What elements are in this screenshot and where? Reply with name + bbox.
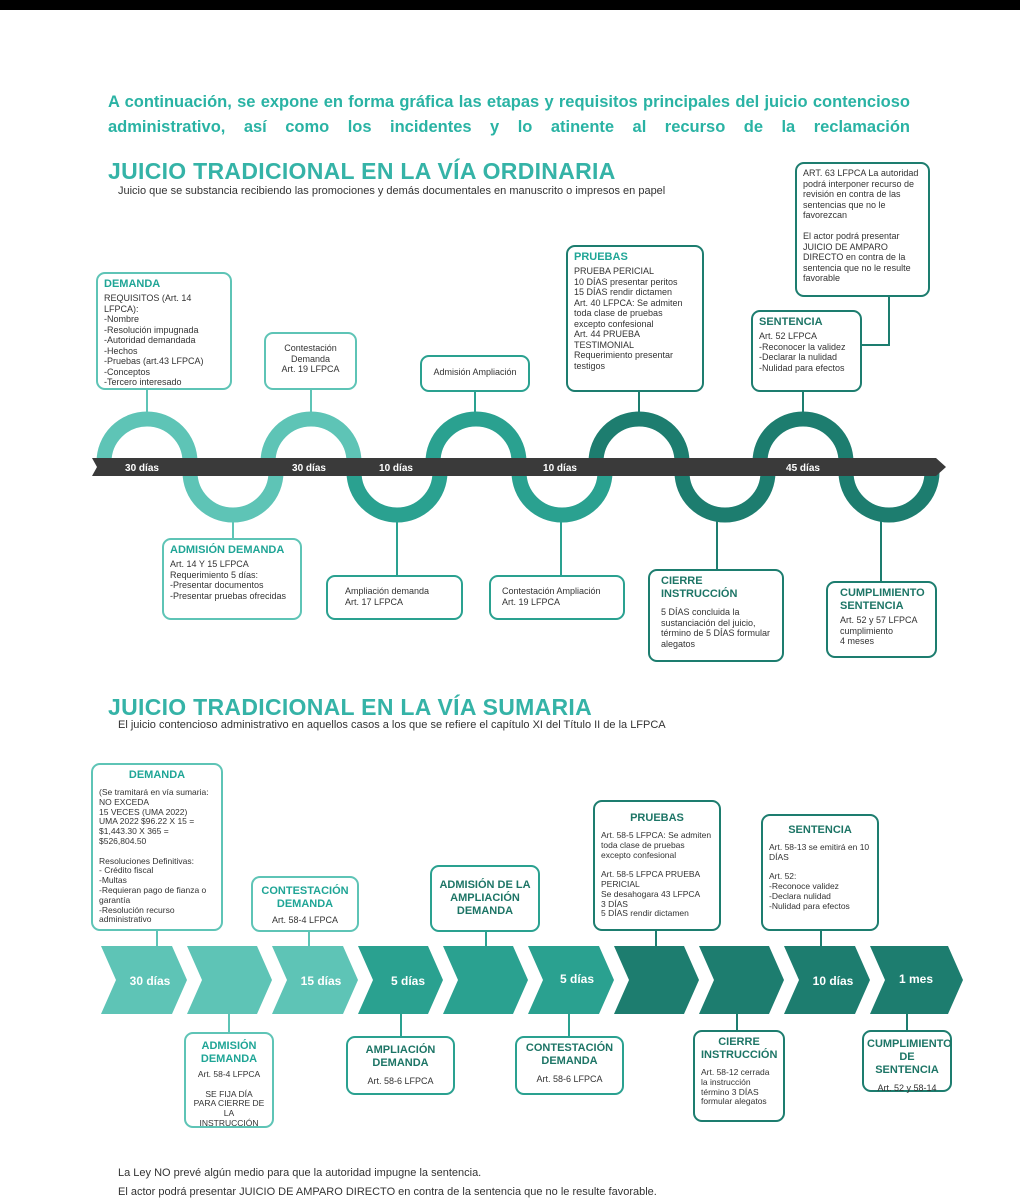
box-sumaria-pruebas <box>593 800 721 931</box>
chevron-label: 5 días <box>559 972 595 986</box>
chevron-label: 5 días <box>390 974 426 988</box>
section-title-ordinaria: JUICIO TRADICIONAL EN LA VÍA ORDINARIA <box>108 158 616 184</box>
box-title: CONTESTACIÓN DEMANDA <box>525 1042 614 1067</box>
arc-sentencia <box>760 419 846 462</box>
connector-line <box>638 392 640 417</box>
section-title-sumaria: JUICIO TRADICIONAL EN LA VÍA SUMARIA <box>108 694 593 720</box>
chevron-step <box>699 946 784 1014</box>
box-sumaria-contestacion <box>251 876 359 932</box>
box-body: Ampliación demanda Art. 17 LFPCA <box>345 586 430 607</box>
box-title: ADMISIÓN DEMANDA <box>170 544 285 556</box>
box-body: Art. 52 y 57 LFPCA cumplimiento 4 meses <box>840 615 918 646</box>
box-art63 <box>795 162 930 297</box>
section-subtitle-sumaria: El juicio contencioso administrativo en aquellos casos a los que se refiere el capítulo XI del Título II de la LFPCA <box>118 719 666 731</box>
timeline-label: 45 días <box>786 463 820 474</box>
box-body: ART. 63 LFPCA La autoridad podrá interponer recurso de revisión en contra de las sentencias que no le favorezcan El actor podrá presentar JUICIO DE AMPARO DIRECTO en contra de la sentencia que no le resulte favorable <box>803 168 919 283</box>
connector-line <box>146 390 148 417</box>
section-subtitle-ordinaria: Juicio que se substancia recibiendo las promociones y demás documentales en manuscrito o impresos en papel <box>118 185 666 197</box>
sumaria-chevrons <box>0 940 1020 1020</box>
connector-line <box>820 930 822 946</box>
chevron-step <box>187 946 272 1014</box>
connector-line <box>655 930 657 946</box>
connector-line <box>474 392 476 417</box>
arc-demanda <box>104 419 190 462</box>
connector-line <box>396 513 398 575</box>
box-sumaria-admision-demanda <box>184 1032 274 1128</box>
box-admision-demanda <box>162 538 302 620</box>
box-title: CUMPLIMIENTO DE SENTENCIA <box>867 1038 952 1076</box>
box-body: Art. 14 Y 15 LFPCA Requerimiento 5 días: -Presentar documentos -Presentar pruebas ofrecidas <box>170 559 287 601</box>
box-body: Art. 52 y 58-14 <box>877 1083 937 1093</box>
connector-line <box>228 1014 230 1032</box>
box-sentencia <box>751 310 862 392</box>
arc-ampliacion <box>354 472 440 515</box>
connector-line <box>560 513 562 575</box>
box-sumaria-contestacion-ampliacion <box>515 1036 624 1095</box>
box-title: DEMANDA <box>104 278 161 290</box>
chevron-label: 10 días <box>812 974 854 988</box>
intro-text: A continuación, se expone en forma gráfica las etapas y requisitos principales del juicio contencioso administrativo, así como los incidentes y lo atinente al recurso de la reclamación <box>108 93 910 136</box>
box-body: Contestación Ampliación Art. 19 LFPCA <box>502 586 601 607</box>
box-title: ADMISIÓN DEMANDA <box>200 1040 258 1065</box>
box-title: CIERRE INSTRUCCIÓN <box>661 575 738 600</box>
connector-line <box>802 392 804 417</box>
arc-cierre <box>682 472 768 515</box>
box-pruebas <box>566 245 704 392</box>
arc-admision-demanda <box>190 472 276 515</box>
box-sumaria-admision-ampliacion <box>430 865 540 932</box>
connector-line <box>485 932 487 946</box>
box-body: REQUISITOS (Art. 14 LFPCA): -Nombre -Resolución impugnada -Autoridad demandada -Hechos -Pruebas (art.43 LFPCA) -Conceptos -Tercero interesado <box>104 293 204 387</box>
footer-note-1: La Ley NO prevé algún medio para que la autoridad impugne la sentencia. <box>118 1167 482 1179</box>
connector-line <box>308 932 310 946</box>
connector-line <box>156 930 158 946</box>
connector-line <box>400 1014 402 1038</box>
box-body: Art. 58-6 LFPCA <box>367 1076 434 1086</box>
box-body: Art. 52 LFPCA -Reconocer la validez -Declarar la nulidad -Nulidad para efectos <box>759 331 846 373</box>
box-sumaria-demanda <box>91 763 223 931</box>
timeline-label: 10 días <box>379 463 413 474</box>
chevron-label: 15 días <box>300 974 342 988</box>
chevron-label: 30 días <box>129 974 171 988</box>
box-contestacion <box>264 332 357 390</box>
connector-line <box>906 1014 908 1030</box>
box-body: 5 DÍAS concluida la sustanciación del juicio, término de 5 DÍAS formular alegatos <box>661 607 771 649</box>
box-body: Contestación Demanda Art. 19 LFPCA <box>281 343 340 374</box>
chevron-step <box>443 946 528 1014</box>
box-demanda <box>96 272 232 390</box>
box-body: (Se tramitará en vía sumaria: NO EXCEDA 15 VECES (UMA 2022) UMA 2022 $96.22 X 15 = $1,443.30 X 365 = $526,804.50 Resoluciones Definitivas: - Crédito fiscal -Multas -Requieran pago de fianza o garantía -Resolución recurso administrativo <box>99 787 209 925</box>
arc-cumplimiento <box>846 472 932 515</box>
box-title: CUMPLIMIENTO SENTENCIA <box>840 587 925 612</box>
box-sumaria-ampliacion <box>346 1036 455 1095</box>
timeline-label: 30 días <box>125 463 159 474</box>
box-sumaria-cierre <box>693 1030 785 1122</box>
timeline-label: 30 días <box>292 463 326 474</box>
connector-line <box>310 390 312 417</box>
box-body: PRUEBA PERICIAL 10 DÍAS presentar peritos 15 DÍAS rendir dictamen Art. 40 LFPCA: Se admiten toda clase de pruebas excepto confesional Art. 44 PRUEBA TESTIMONIAL Requerimiento presentar testigos <box>574 266 683 371</box>
box-contestacion-ampliacion <box>489 575 625 620</box>
timeline-label: 10 días <box>543 463 577 474</box>
box-body: Art. 58-12 cerrada la instrucción término 3 DÍAS formular alegatos <box>701 1067 770 1107</box>
connector-line <box>232 513 234 538</box>
connector-art63 <box>862 297 889 345</box>
box-sumaria-cumplimiento <box>862 1030 952 1092</box>
connector-line <box>716 513 718 569</box>
box-title: PRUEBAS <box>630 812 684 824</box>
box-title: ADMISIÓN DE LA AMPLIACIÓN DEMANDA <box>439 879 531 917</box>
box-body: Art. 58-6 LFPCA <box>536 1074 603 1084</box>
box-title: SENTENCIA <box>788 824 852 836</box>
connector-line <box>568 1014 570 1038</box>
box-cierre-instruccion <box>648 569 784 662</box>
arc-contestacion-ampliacion <box>519 472 605 515</box>
box-title: DEMANDA <box>128 769 186 781</box>
box-title: CIERRE INSTRUCCIÓN <box>701 1036 778 1061</box>
box-body: Art. 58-4 LFPCA <box>271 915 339 925</box>
box-body: Admisión Ampliación <box>433 367 517 377</box>
box-title: CONTESTACIÓN DEMANDA <box>261 885 349 910</box>
chevron-label: 1 mes <box>898 972 934 986</box>
box-admision-ampliacion <box>420 355 530 392</box>
box-ampliacion-demanda <box>326 575 463 620</box>
box-sumaria-sentencia <box>761 814 879 931</box>
arc-admision-ampliacion <box>433 419 519 462</box>
chevron-step <box>614 946 699 1014</box>
box-body: Art. 58-4 LFPCA SE FIJA DÍA PARA CIERRE DE LA INSTRUCCIÓN <box>193 1069 265 1128</box>
connector-line <box>880 513 882 581</box>
arc-pruebas <box>596 419 682 462</box>
box-body: Art. 58-13 se emitirá en 10 DÍAS Art. 52: -Reconoce validez -Declara nulidad -Nulidad para efectos <box>769 842 870 911</box>
box-title: AMPLIACIÓN DEMANDA <box>365 1044 436 1069</box>
footer-note-2: El actor podrá presentar JUICIO DE AMPARO DIRECTO en contra de la sentencia que no le resulte favorable. <box>118 1186 657 1198</box>
box-body: Art. 58-5 LFPCA: Se admiten toda clase de pruebas excepto confesional Art. 58-5 LFPCA PRUEBA PERICIAL Se desahogara 43 LFPCA 3 DÍAS 5 DÍAS rendir dictamen <box>601 830 712 919</box>
box-title: PRUEBAS <box>574 251 628 263</box>
arc-contestacion <box>268 419 354 462</box>
connector-line <box>736 1014 738 1030</box>
box-title: SENTENCIA <box>759 316 823 328</box>
box-cumplimiento-sentencia <box>826 581 937 658</box>
